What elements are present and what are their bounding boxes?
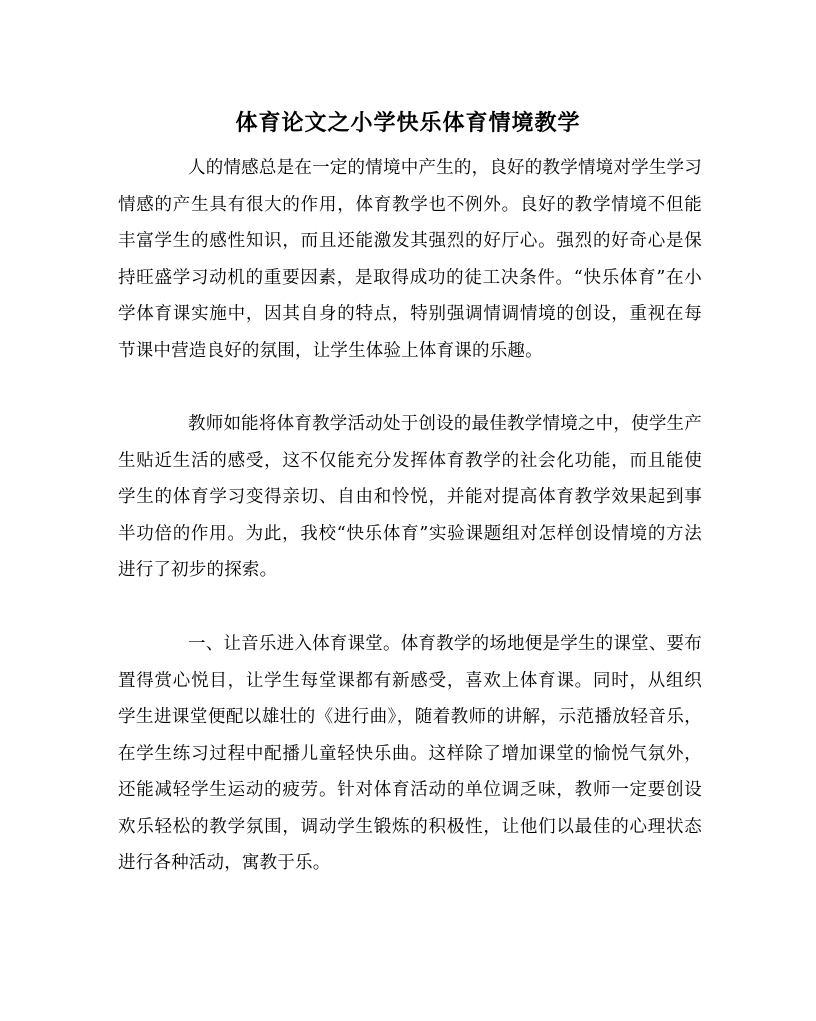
paragraph-2: 教师如能将体育教学活动处于创设的最佳教学情境之中，使学生产生贴近生活的感受，这不仅能充分发挥体育教学的社会化功能，而且能使学生的体育学习变得亲切、自由和怜悦，并能对提高体育教学效果起到事半功倍的作用。为此，我校“快乐体育”实验课题组对怎样创设情境的方法进行了初步的探索。 xyxy=(118,414,702,580)
paragraph-1: 人的情感总是在一定的情境中产生的，良好的教学情境对学生学习情感的产生具有很大的作用，体育教学也不例外。良好的教学情境不但能丰富学生的感性知识，而且还能激发其强烈的好厅心。强烈的好奇心是保持旺盛学习动机的重要因素，是取得成功的徒工决条件。“快乐体育”在小学体育课实施中，因其自身的特点，特别强调情调情境的创设，重视在每节课中营造良好的氛围，让学生体验上体育课的乐趣。 xyxy=(118,158,702,361)
document-title: 体育论文之小学快乐体育情境教学 xyxy=(235,111,581,136)
paragraph-3: 一、让音乐进入体育课堂。体育教学的场地便是学生的课堂、要布置得赏心悦目，让学生每堂课都有新感受，喜欢上体育课。同时，从组织学生进课堂便配以雄壮的《进行曲》，随着教师的讲解，示范播放轻音乐，在学生练习过程中配播儿童轻快乐曲。这样除了增加课堂的愉悦气氛外，还能减轻学生运动的疲劳。针对体育活动的单位调乏味，教师一定要创设欢乐轻松的教学氛围，调动学生锻炼的积极性，让他们以最佳的心理状态进行各种活动，寓教于乐。 xyxy=(118,634,702,873)
